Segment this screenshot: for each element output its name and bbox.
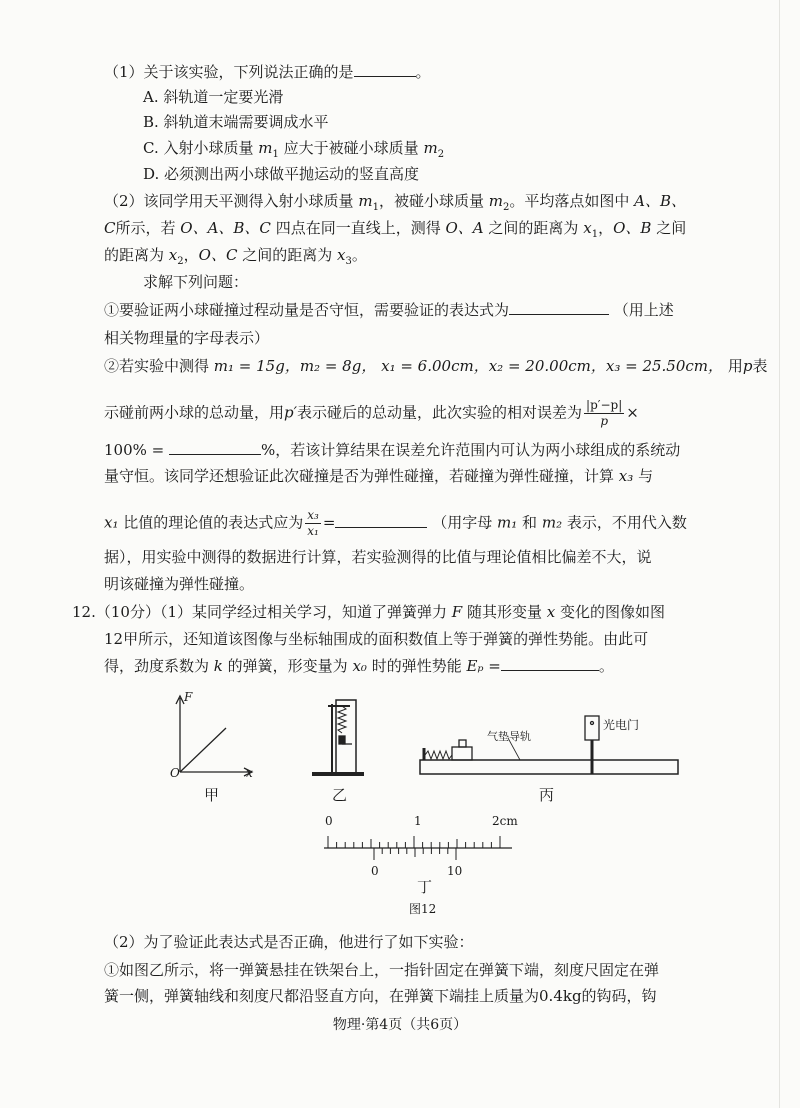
q2-line-2: C所示，若 O、A、B、C 四点在同一直线上，测得 O、A 之间的距离为 $x_1$，O、B 之间 bbox=[104, 219, 687, 240]
q1-option-b: B. 斜轨道末端需要调成水平 bbox=[143, 113, 329, 131]
figure-12 bbox=[0, 690, 800, 920]
graph-jia bbox=[176, 696, 252, 776]
axis-origin-O: O bbox=[170, 766, 180, 780]
vernier-caliper-ding bbox=[324, 836, 512, 860]
q2-c1-line-2: 相关物理量的字母表示） bbox=[104, 329, 270, 347]
part2-line-1: （2）为了验证此表达式是否正确，他进行了如下实验： bbox=[104, 933, 474, 951]
q12-line-3: 得，劲度系数为 k 的弹簧，形变量为 x₀ 时的弹性势能 Eₚ = 。 bbox=[104, 657, 614, 675]
q2-line-1: （2）该同学用天平测得入射小球质量 $m_1$，被碰小球质量 $m_2$。平均落点如图中 A、B、 bbox=[104, 192, 686, 213]
q12-line-1: 12.（10分）（1）某同学经过相关学习，知道了弹簧弹力 F 随其形变量 x 变化的图像如图 bbox=[72, 603, 666, 621]
q2-c2-line-3: 100% = %，若该计算结果在误差允许范围内可认为两小球组成的系统动 bbox=[104, 441, 681, 459]
ratio-fraction: $\frac{\text{x₃}}{\text{x₁}}$ bbox=[307, 508, 319, 538]
q2-c2-line-6: 据），用实验中测得的数据进行计算，若实验测得的比值与理论值相比偏差不大，说 bbox=[104, 548, 652, 566]
answer-blank[interactable] bbox=[335, 513, 427, 528]
label-jia: 甲 bbox=[204, 786, 220, 804]
q2-c2-line-2: 示碰前两小球的总动量，用p′表示碰后的总动量，此次实验的相对误差为 $\frac{|p'-p|}{p}$ × bbox=[104, 398, 639, 428]
q2-c2-line-7: 明该碰撞为弹性碰撞。 bbox=[104, 575, 255, 593]
q2-c2-line-1: ②若实验中测得 m₁ = 15g，m₂ = 8g， x₁ = 6.00cm，x₂ = 20.00cm，x₃ = 25.50cm， 用p表 bbox=[104, 357, 768, 375]
q2-line-3: 的距离为 $x_2$，O、C 之间的距离为 $x_3$。 bbox=[104, 246, 367, 267]
main-scale-2cm: 2cm bbox=[492, 814, 518, 828]
figure-caption: 图12 bbox=[409, 902, 437, 916]
axis-label-x: x bbox=[246, 766, 253, 780]
force-line bbox=[180, 728, 226, 772]
main-scale-0: 0 bbox=[325, 814, 333, 828]
answer-blank[interactable] bbox=[501, 656, 599, 671]
vernier-scale-0: 0 bbox=[371, 864, 379, 878]
q2-ask: 求解下列问题： bbox=[143, 273, 249, 291]
answer-blank[interactable] bbox=[509, 300, 609, 315]
part2-line-3: 簧一侧，弹簧轴线和刻度尺都沿竖直方向，在弹簧下端挂上质量为0.4kg的钩码，钩 bbox=[104, 987, 657, 1005]
part2-line-2: ①如图乙所示，将一弹簧悬挂在铁架台上，一指针固定在弹簧下端，刻度尺固定在弹 bbox=[104, 961, 660, 979]
photogate bbox=[585, 716, 599, 740]
label-yi: 乙 bbox=[332, 786, 348, 804]
label-photogate: 光电门 bbox=[603, 718, 640, 732]
vernier-scale-10: 10 bbox=[447, 864, 463, 878]
q1-option-d: D. 必须测出两小球做平抛运动的竖直高度 bbox=[143, 165, 420, 183]
label-ding: 丁 bbox=[417, 878, 433, 896]
label-bing: 丙 bbox=[539, 786, 555, 804]
q1-option-a: A. 斜轨道一定要光滑 bbox=[143, 88, 284, 106]
relative-error-fraction: $\frac{|p'-p|}{p}$ bbox=[586, 398, 623, 428]
answer-blank[interactable] bbox=[169, 440, 261, 455]
page-footer: 物理·第4页（共6页） bbox=[332, 1017, 468, 1033]
axis-label-F: F bbox=[184, 690, 193, 704]
q1-stem-text: （1）关于该实验，下列说法正确的是 bbox=[104, 63, 354, 81]
q12-line-2: 12甲所示，还知道该图像与坐标轴围成的面积数值上等于弹簧的弹性势能。由此可 bbox=[104, 630, 649, 648]
q2-c2-line-4: 量守恒。该同学还想验证此次碰撞是否为弹性碰撞，若碰撞为弹性碰撞，计算 x₃ 与 bbox=[104, 467, 654, 485]
label-air-track: 气垫导轨 bbox=[487, 730, 531, 743]
main-scale-1: 1 bbox=[414, 814, 422, 828]
spring-stand-yi bbox=[312, 700, 364, 774]
q1-option-c: C. 入射小球质量 $m_1$ 应大于被碰小球质量 $m_2$ bbox=[143, 139, 445, 160]
q2-c2-line-5: x₁ 比值的理论值的表达式应为 $\frac{\text{x₃}}{\text{x₁}}$ = （用字母 m₁ 和 m₂ 表示，不用代入数 bbox=[104, 508, 687, 538]
air-track-bing bbox=[420, 716, 678, 774]
q1-stem bbox=[104, 62, 431, 82]
q2-c1-line-1: ①要验证两小球碰撞过程动量是否守恒，需要验证的表达式为 （用上述 bbox=[104, 301, 674, 319]
page-edge bbox=[779, 0, 780, 1108]
answer-blank[interactable] bbox=[354, 62, 416, 77]
q1-stem-end: 。 bbox=[415, 63, 431, 81]
